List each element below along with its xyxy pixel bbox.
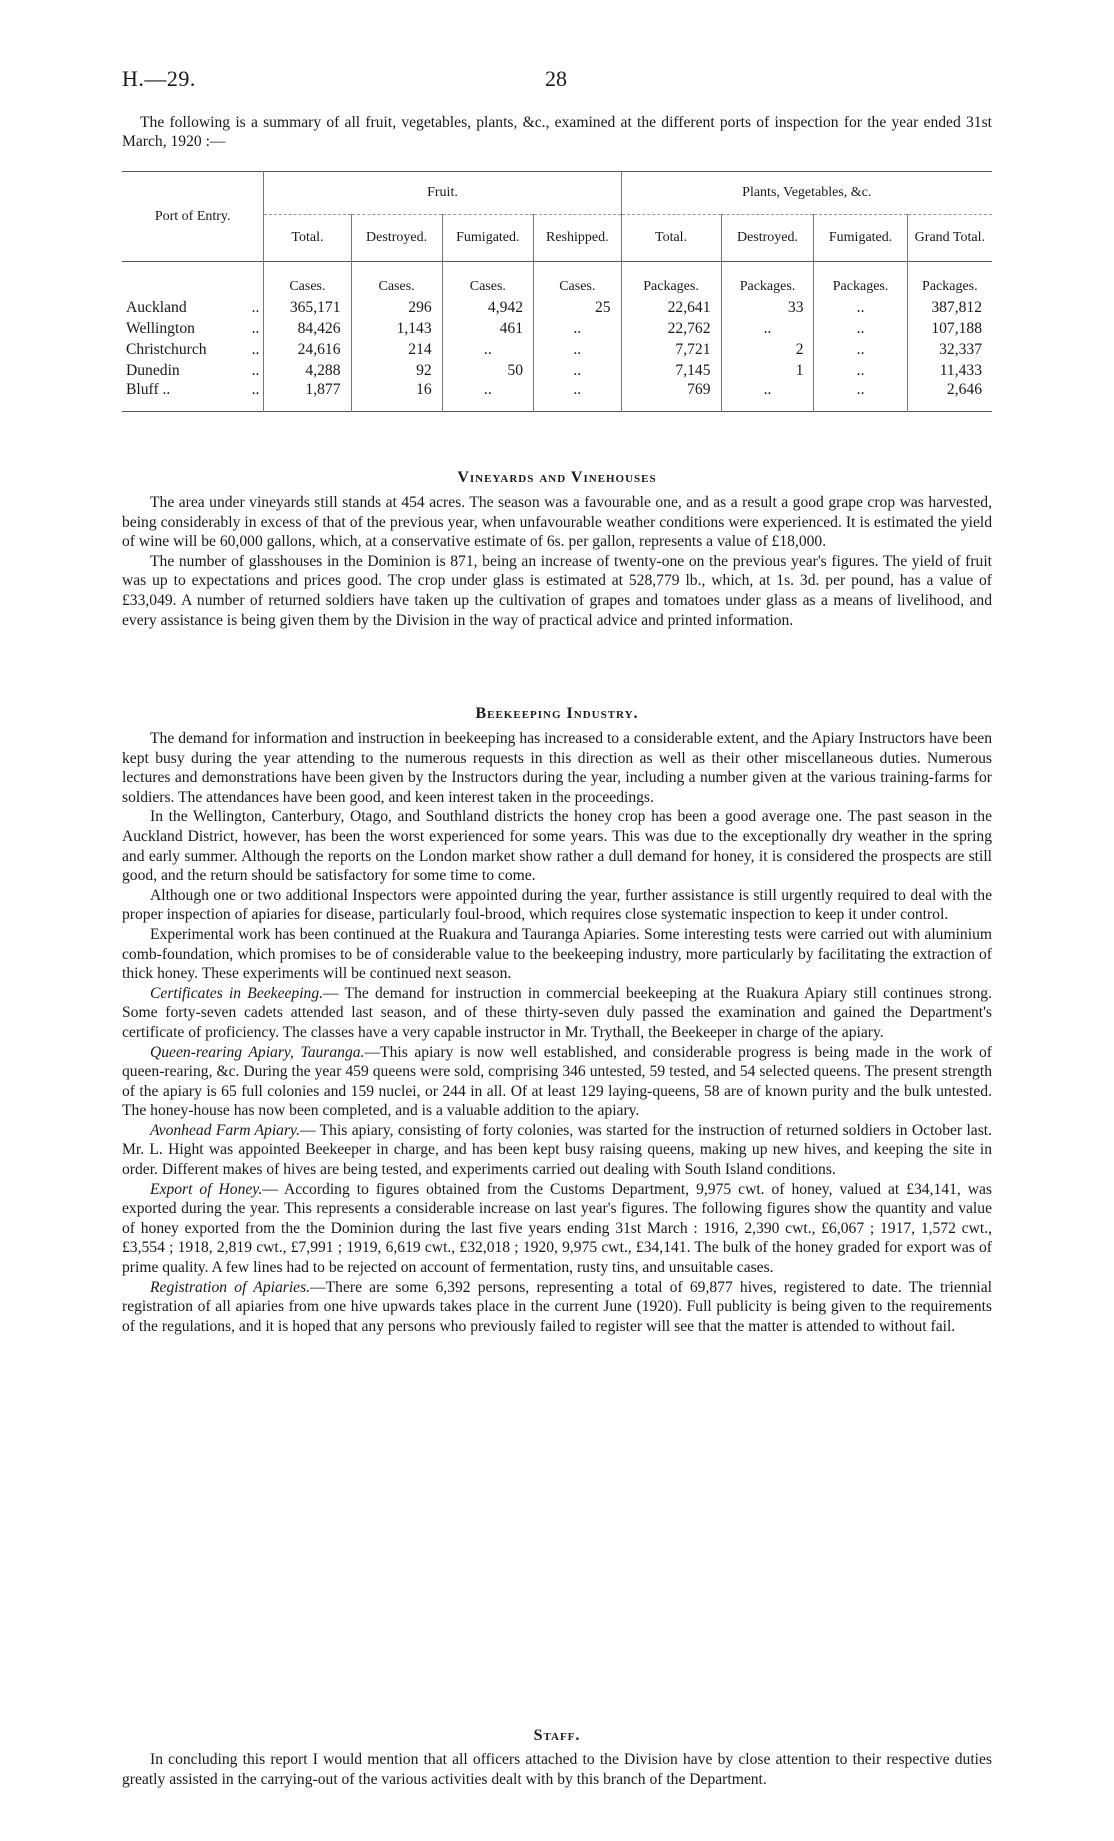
col-plants-destroyed: Destroyed. bbox=[721, 215, 814, 262]
subheading: Queen-rearing Apiary, Tauranga. bbox=[150, 1043, 365, 1061]
document-reference: H.—29. bbox=[122, 66, 196, 91]
table-cell: 365,171 bbox=[264, 297, 351, 318]
col-fruit-fumigated: Fumigated. bbox=[442, 215, 533, 262]
table-row bbox=[122, 318, 992, 339]
table-cell: 214 bbox=[351, 339, 442, 360]
table-row bbox=[122, 381, 992, 411]
leader-dots: .. bbox=[251, 361, 260, 379]
col-plants-fumigated: Fumigated. bbox=[814, 215, 907, 262]
unit-cell: Cases. bbox=[264, 262, 351, 298]
table-cell: 84,426 bbox=[264, 318, 351, 339]
subheading: Certificates in Beekeeping. bbox=[150, 984, 324, 1002]
port-name: Bluff .. bbox=[126, 381, 171, 398]
table-row bbox=[122, 339, 992, 360]
table-cell: 461 bbox=[442, 318, 533, 339]
leader-dots: .. bbox=[251, 319, 260, 337]
paragraph: The demand for information and instruction in beekeeping has increased to a considerable extent, and the Apiary Instructors have been kept busy during the year attending to the numerous requests in this direction as well as their other miscellaneous duties. Numerous lectures and demonstrations have been given by the Instructors during the year, including a number given at the various training-farms for soldiers. The attendances have been good, and keen interest taken in the proceedings. bbox=[122, 730, 992, 806]
table-cell: .. bbox=[442, 381, 533, 411]
group-fruit: Fruit. bbox=[264, 172, 621, 215]
subheading: Registration of Apiaries. bbox=[150, 1278, 311, 1296]
paragraph-queen-rearing bbox=[122, 1043, 992, 1121]
heading-staff: Staff. bbox=[533, 1727, 581, 1744]
unit-cell: Packages. bbox=[621, 262, 721, 298]
table-cell: 1 bbox=[721, 360, 814, 381]
unit-cell: Cases. bbox=[534, 262, 622, 298]
table-cell: 11,433 bbox=[907, 360, 992, 381]
section-beekeeping bbox=[122, 729, 992, 1336]
table-cell: .. bbox=[814, 360, 907, 381]
col-fruit-total: Total. bbox=[264, 215, 351, 262]
leader-dots: .. bbox=[251, 381, 260, 398]
table-cell: 33 bbox=[721, 297, 814, 318]
table-intro: The following is a summary of all fruit, vegetables, plants, &c., examined at the different ports of inspection for the year ended 31st March, 1920 :— bbox=[122, 114, 992, 150]
table-cell: .. bbox=[534, 318, 622, 339]
table-cell: 25 bbox=[534, 297, 622, 318]
table-cell: 4,942 bbox=[442, 297, 533, 318]
table-cell: 92 bbox=[351, 360, 442, 381]
page-number: 28 bbox=[545, 66, 567, 91]
unit-cell: Packages. bbox=[814, 262, 907, 298]
paragraph-certificates bbox=[122, 984, 992, 1043]
table-cell: 2,646 bbox=[907, 381, 992, 411]
paragraph-export bbox=[122, 1180, 992, 1278]
table-cell: 4,288 bbox=[264, 360, 351, 381]
table-cell: 50 bbox=[442, 360, 533, 381]
col-plants-total: Total. bbox=[621, 215, 721, 262]
table-cell: 1,143 bbox=[351, 318, 442, 339]
table-cell: 22,641 bbox=[621, 297, 721, 318]
paragraph: In the Wellington, Canterbury, Otago, and Southland districts the honey crop has been a good average one. The past season in the Auckland District, however, has been the worst experienced for some years. This was due to the exceptionally dry weather in the spring and early summer. Although the reports on the London market show rather a dull demand for honey, it is considered the prospects are still good, and the return should be satisfactory for some time to come. bbox=[122, 808, 992, 885]
subheading: Export of Honey. bbox=[150, 1180, 263, 1198]
col-fruit-destroyed: Destroyed. bbox=[351, 215, 442, 262]
section-staff bbox=[122, 1750, 992, 1789]
paragraph-text: — According to figures obtained from the Customs Department, 9,975 cwt. of honey, valued at £34,141, was exported during the year. This represents a considerable increase on last year's figures. The following figures show the quantity and value of honey exported from the the Dominion during the last five years ending 31st March : 1916, 2,390 cwt., £6,067 ; 1917, 1,572 cwt., £3,554 ; 1918, 2,819 cwt., £7,991 ; 1919, 6,619 cwt., £32,018 ; 1920, 9,975 cwt., £34,141. The bulk of the honey graded for export was of prime quality. A few lines had to be rejected on account of fermentation, rusty tins, and unsuitable cases. bbox=[122, 1180, 992, 1277]
paragraph-text: — The demand for instruction in commercial beekeeping at the Ruakura Apiary still continues strong. Some forty-seven cadets attended last season, and of these thirty-seven duly passed the examination and gained the Department's certificate of proficiency. The classes have a very capable instructor in Mr. Trythall, the Beekeeper in charge of the apiary. bbox=[122, 984, 992, 1041]
table-cell: 32,337 bbox=[907, 339, 992, 360]
paragraph-text: —This apiary is now well established, and considerable progress is being made in the work of queen-rearing, &c. During the year 459 queens were sold, comprising 346 untested, 59 tested, and 54 selected queens. The present strength of the apiary is 65 full colonies and 159 nuclei, or 244 in all. Of at least 129 laying-queens, 58 are of known purity and the bulk untested. The honey-house has now been completed, and is a valuable addition to the apiary. bbox=[122, 1043, 992, 1120]
table-cell: .. bbox=[814, 297, 907, 318]
paragraph-text: —There are some 6,392 persons, representing a total of 69,877 hives, registered to date. The triennial registration of all apiaries from one hive upwards takes place in the current June (1920). Full publicity is being given to the requirements of the regulations, and it is hoped that any persons who previously failed to register will see that the matter is attended to without fail. bbox=[122, 1278, 992, 1335]
table-cell: .. bbox=[534, 339, 622, 360]
table-cell: .. bbox=[814, 339, 907, 360]
table-cell: 2 bbox=[721, 339, 814, 360]
unit-cell: Packages. bbox=[907, 262, 992, 298]
col-fruit-reshipped: Reshipped. bbox=[534, 215, 622, 262]
paragraph: The area under vineyards still stands at 454 acres. The season was a favourable one, and as a result a good grape crop was harvested, being considerably in excess of that of the previous year, when unfavourable weather conditions were experienced. It is estimated the yield of wine will be 60,000 gallons, which, at a conservative estimate of 6s. per gallon, represents a value of £18,000. bbox=[122, 494, 992, 551]
table-cell: 387,812 bbox=[907, 297, 992, 318]
table-cell: .. bbox=[814, 318, 907, 339]
col-port-of-entry: Port of Entry. bbox=[154, 208, 231, 224]
unit-cell: Packages. bbox=[721, 262, 814, 298]
unit-cell: Cases. bbox=[442, 262, 533, 298]
subheading: Avonhead Farm Apiary. bbox=[150, 1121, 300, 1139]
port-name: Auckland bbox=[126, 298, 187, 316]
table-cell: 769 bbox=[621, 381, 721, 411]
table-cell: 16 bbox=[351, 381, 442, 411]
inspection-summary-table bbox=[122, 171, 992, 412]
paragraph-text: — This apiary, consisting of forty colonies, was started for the instruction of returned soldiers in October last. Mr. L. Hight was appointed Beekeeper in charge, and has been kept busy raising queens, making up new hives, and keeping the site in order. Different makes of hives are being tested, and experiments carried out dealing with South Island conditions. bbox=[122, 1121, 992, 1179]
group-plants: Plants, Vegetables, &c. bbox=[621, 172, 992, 215]
heading-beekeeping: Beekeeping Industry. bbox=[475, 705, 639, 722]
table-cell: .. bbox=[721, 381, 814, 411]
port-name: Christchurch bbox=[126, 340, 207, 358]
table-row bbox=[122, 360, 992, 381]
table-row bbox=[122, 297, 992, 318]
table-cell: 107,188 bbox=[907, 318, 992, 339]
unit-cell: Cases. bbox=[351, 262, 442, 298]
table-cell: .. bbox=[534, 381, 622, 411]
paragraph-registration bbox=[122, 1278, 992, 1337]
units-row bbox=[122, 262, 992, 298]
table-cell: 22,762 bbox=[621, 318, 721, 339]
table-cell: 7,721 bbox=[621, 339, 721, 360]
table-cell: .. bbox=[442, 339, 533, 360]
port-name: Wellington bbox=[126, 319, 195, 337]
table-cell: .. bbox=[721, 318, 814, 339]
paragraph: In concluding this report I would mention that all officers attached to the Division have by close attention to their respective duties greatly assisted in the carrying-out of the various activities dealt with by this branch of the Department. bbox=[122, 1751, 992, 1788]
table-cell: 296 bbox=[351, 297, 442, 318]
paragraph: The number of glasshouses in the Dominion is 871, being an increase of twenty-one on the previous year's figures. The yield of fruit was up to expectations and prices good. The crop under glass is estimated at 528,779 lb., which, at 1s. 3d. per pound, has a value of £33,049. A number of returned soldiers have taken up the cultivation of grapes and tomatoes under glass as a means of livelihood, and every assistance is being given them by the Division in the way of practical advice and printed information. bbox=[122, 552, 992, 629]
paragraph: Experimental work has been continued at the Ruakura and Tauranga Apiaries. Some interesting tests were carried out with aluminium comb-foundation, which promises to be of considerable value to the beekeeping industry, more particularly by facilitating the extraction of thick honey. These experiments will be continued next season. bbox=[122, 925, 992, 983]
table-cell: 1,877 bbox=[264, 381, 351, 411]
paragraph-avonhead bbox=[122, 1121, 992, 1180]
table-cell: 24,616 bbox=[264, 339, 351, 360]
heading-vineyards: Vineyards and Vinehouses bbox=[457, 469, 657, 486]
col-grand-total: Grand Total. bbox=[907, 215, 992, 262]
table-cell: .. bbox=[814, 381, 907, 411]
port-name: Dunedin bbox=[126, 361, 180, 379]
leader-dots: .. bbox=[251, 298, 260, 316]
table-cell: 7,145 bbox=[621, 360, 721, 381]
table-cell: .. bbox=[534, 360, 622, 381]
leader-dots: .. bbox=[251, 340, 260, 358]
section-vineyards bbox=[122, 493, 992, 630]
paragraph: Although one or two additional Inspectors were appointed during the year, further assistance is still urgently required to deal with the proper inspection of apiaries for disease, particularly foul-brood, which requires close systematic inspection to keep it under control. bbox=[122, 886, 992, 924]
